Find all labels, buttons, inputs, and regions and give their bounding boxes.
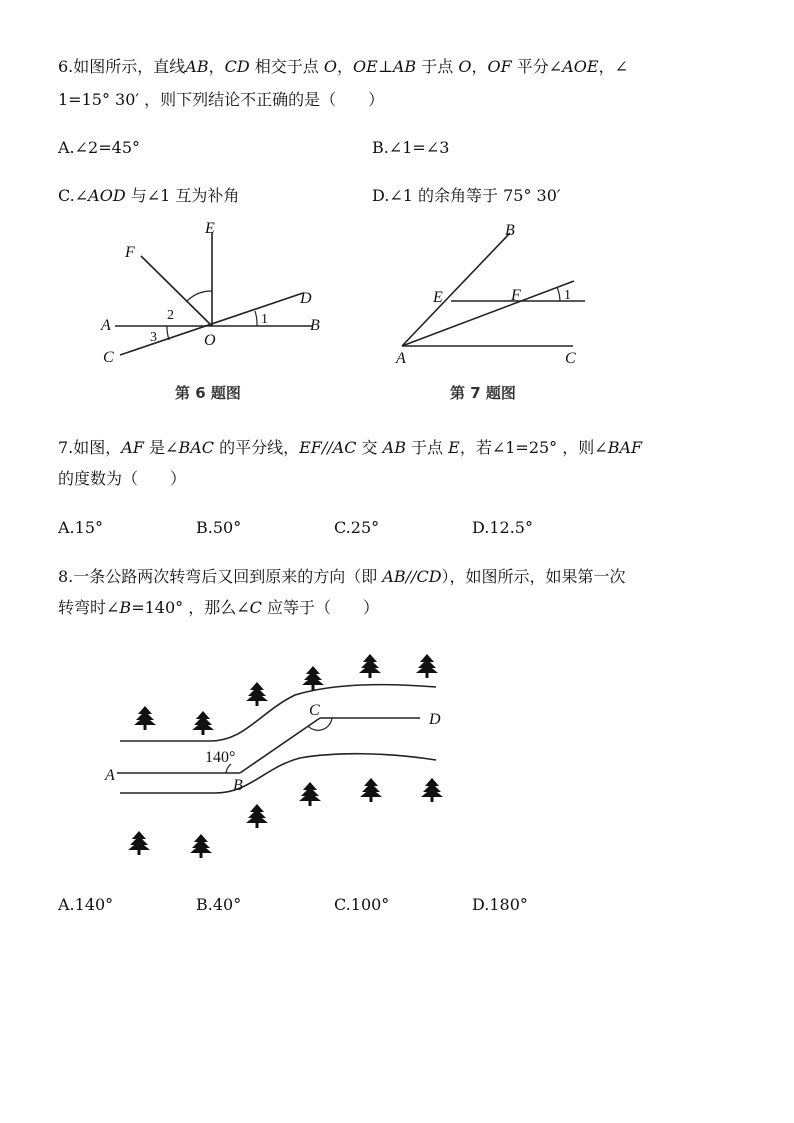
fig6-angle-3-arc xyxy=(167,326,169,340)
fig6-caption: 第 6 题图 xyxy=(175,384,241,402)
fig6-label-c: C xyxy=(103,349,114,366)
fig6-label-a: A xyxy=(101,317,111,334)
fig8-label-b: B xyxy=(233,777,243,794)
q8-option-b[interactable]: B.40° xyxy=(196,895,242,914)
fig6-angle-1-arc xyxy=(255,311,257,326)
fig8-label-d: D xyxy=(429,711,441,728)
fig6-label-f: F xyxy=(125,244,135,261)
figure-6 xyxy=(95,215,355,410)
fig6-label-angle-2: 2 xyxy=(167,308,174,323)
q8-option-c[interactable]: C.100° xyxy=(334,895,390,914)
fig7-line-ab xyxy=(402,233,510,346)
q8-option-d[interactable]: D.180° xyxy=(472,895,528,914)
fig7-label-e: E xyxy=(433,289,443,306)
q6-stem-line1: 6.如图所示，直线AB，CD 相交于点 O，OE⊥AB 于点 O，OF 平分∠AOE，∠ xyxy=(58,57,628,76)
fig6-label-b: B xyxy=(310,317,320,334)
fig6-label-angle-3: 3 xyxy=(150,330,157,345)
fig8-label-c: C xyxy=(309,702,320,719)
q8-stem-line1: 8.一条公路两次转弯后又回到原来的方向（即 AB//CD），如图所示，如果第一次 xyxy=(58,567,626,586)
fig6-label-e: E xyxy=(205,220,215,237)
q7-stem-line1: 7.如图，AF 是∠BAC 的平分线，EF//AC 交 AB 于点 E，若∠1=25° ，则∠BAF xyxy=(58,438,643,457)
fig8-label-a: A xyxy=(105,767,115,784)
q8-option-a[interactable]: A.140° xyxy=(58,895,114,914)
q6-option-b[interactable]: B.∠1=∠3 xyxy=(372,138,450,157)
fig7-label-a: A xyxy=(396,350,406,367)
q7-option-d[interactable]: D.12.5° xyxy=(472,518,533,537)
q6-stem-line2: 1=15° 30′ ，则下列结论不正确的是（ ） xyxy=(58,90,385,109)
fig6-label-o: O xyxy=(204,332,216,349)
fig8-road-upper-edge xyxy=(120,685,436,741)
fig6-label-angle-1: 1 xyxy=(261,312,268,327)
q7-option-b[interactable]: B.50° xyxy=(196,518,242,537)
fig7-label-b: B xyxy=(505,222,515,239)
fig6-label-d: D xyxy=(300,290,312,307)
q6-option-a[interactable]: A.∠2=45° xyxy=(58,138,140,157)
q6-option-c[interactable]: C.∠AOD 与∠1 互为补角 xyxy=(58,186,240,205)
q7-stem-line2: 的度数为（ ） xyxy=(58,469,187,488)
q7-option-a[interactable]: A.15° xyxy=(58,518,103,537)
fig6-ray-of xyxy=(141,256,212,326)
q8-stem-line2: 转弯时∠B=140° ，那么∠C 应等于（ ） xyxy=(58,598,379,617)
fig8-label-angle-b: 140° xyxy=(205,749,236,766)
fig6-angle-2-arc xyxy=(187,291,212,301)
fig7-line-af xyxy=(402,281,574,346)
figure-8 xyxy=(95,645,465,865)
fig7-label-f: F xyxy=(511,287,521,304)
figure-7 xyxy=(385,215,605,410)
q7-option-c[interactable]: C.25° xyxy=(334,518,380,537)
fig7-caption: 第 7 题图 xyxy=(450,384,516,402)
fig7-angle-1-arc xyxy=(557,287,560,301)
fig7-label-c: C xyxy=(565,350,576,367)
fig7-label-angle-1: 1 xyxy=(564,288,571,303)
q6-option-d[interactable]: D.∠1 的余角等于 75° 30′ xyxy=(372,186,561,205)
